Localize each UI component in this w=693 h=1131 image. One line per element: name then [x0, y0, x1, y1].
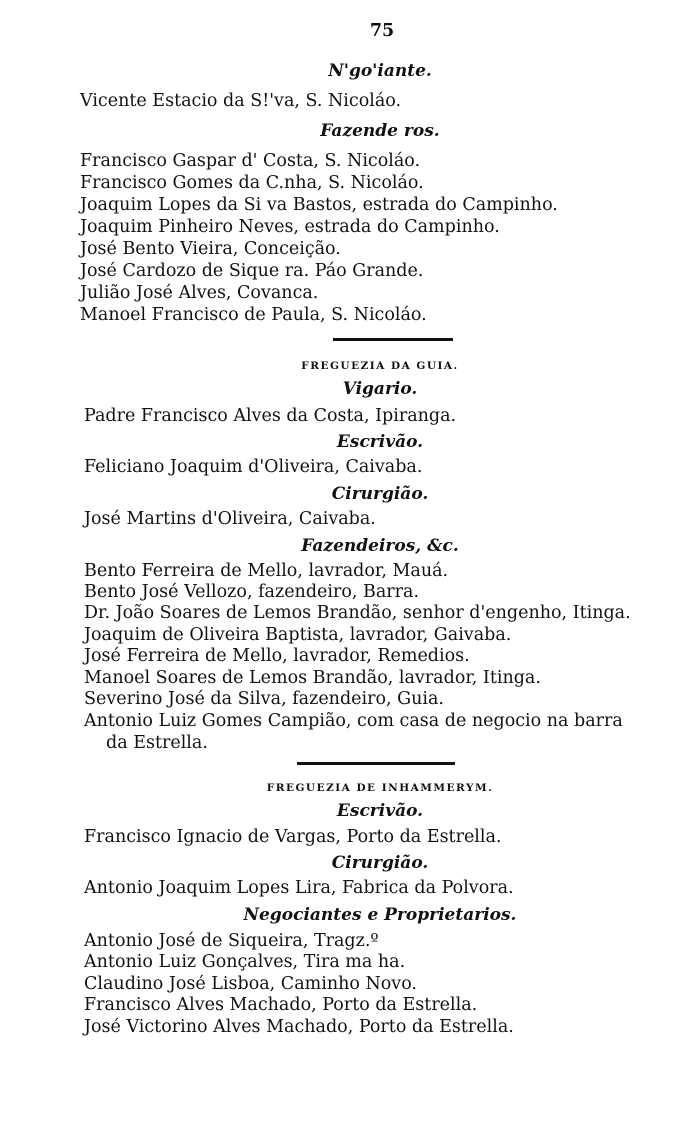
entry-line-continued: da Estrella.	[106, 733, 208, 753]
entry-line: Francisco Alves Machado, Porto da Estrella.	[84, 995, 478, 1015]
entry-line: José Bento Vieira, Conceição.	[80, 239, 341, 259]
heading-escrivao: Escrivão.	[336, 801, 424, 821]
entry-line: José Martins d'Oliveira, Caivaba.	[84, 509, 376, 529]
entry-line: Joaquim Pinheiro Neves, estrada do Campinho.	[80, 217, 500, 237]
entry-line: José Cardozo de Sique ra. Páo Grande.	[80, 261, 424, 281]
entry-line: Antonio Luiz Gomes Campião, com casa de negocio na barra	[84, 711, 623, 731]
heading-cirurgiao: Cirurgião.	[331, 853, 429, 873]
entry-line: Francisco Ignacio de Vargas, Porto da Estrella.	[84, 827, 502, 847]
entry-line: José Ferreira de Mello, lavrador, Remedios.	[84, 646, 470, 666]
entry-line: Claudino José Lisboa, Caminho Novo.	[84, 974, 417, 994]
entry-line: Bento Ferreira de Mello, lavrador, Mauá.	[84, 561, 449, 581]
entry-line: José Victorino Alves Machado, Porto da Estrella.	[84, 1017, 514, 1037]
entry-line: Antonio Luiz Gonçalves, Tira ma ha.	[84, 952, 406, 972]
entry-line: Dr. João Soares de Lemos Brandão, senhor d'engenho, Itinga.	[84, 603, 631, 623]
entry-line: Francisco Gomes da C.nha, S. Nicoláo.	[80, 173, 424, 193]
entry-line: Antonio José de Siqueira, Tragz.º	[84, 931, 379, 951]
heading-vigario: Vigario.	[342, 379, 418, 399]
entry-line: Severino José da Silva, fazendeiro, Guia.	[84, 689, 444, 709]
entry-line: Joaquim Lopes da Si va Bastos, estrada do Campinho.	[80, 195, 558, 215]
heading-fazendeiros: Fazende ros.	[320, 121, 440, 141]
entry-line: Manoel Francisco de Paula, S. Nicoláo.	[80, 305, 427, 325]
heading-fazendeiros-etc: Fazendeiros, &c.	[301, 536, 459, 556]
page-number: 75	[369, 21, 395, 41]
entry-line: Bento José Vellozo, fazendeiro, Barra.	[84, 582, 420, 602]
parish-heading-guia: FREGUEZIA DA GUIA.	[301, 360, 459, 372]
entry-line: Padre Francisco Alves da Costa, Ipiranga.	[84, 406, 457, 426]
entry-line: Julião José Alves, Covanca.	[80, 283, 319, 303]
heading-cirurgiao: Cirurgião.	[331, 484, 429, 504]
section-rule	[333, 338, 453, 341]
entry-line: Antonio Joaquim Lopes Lira, Fabrica da Polvora.	[84, 878, 514, 898]
entry-line: Manoel Soares de Lemos Brandão, lavrador, Itinga.	[84, 668, 541, 688]
heading-negociantes: Negociantes e Proprietarios.	[243, 905, 517, 925]
heading-negociante: N'go'iante.	[328, 61, 432, 81]
entry-line: Francisco Gaspar d' Costa, S. Nicoláo.	[80, 151, 421, 171]
section-rule	[297, 762, 455, 765]
heading-escrivao: Escrivão.	[336, 432, 424, 452]
parish-heading-inhammerym: FREGUEZIA DE INHAMMERYM.	[266, 782, 494, 794]
entry-line: Vicente Estacio da S!'va, S. Nicoláo.	[80, 91, 402, 111]
entry-line: Joaquim de Oliveira Baptista, lavrador, Gaivaba.	[84, 625, 512, 645]
entry-line: Feliciano Joaquim d'Oliveira, Caivaba.	[84, 457, 423, 477]
